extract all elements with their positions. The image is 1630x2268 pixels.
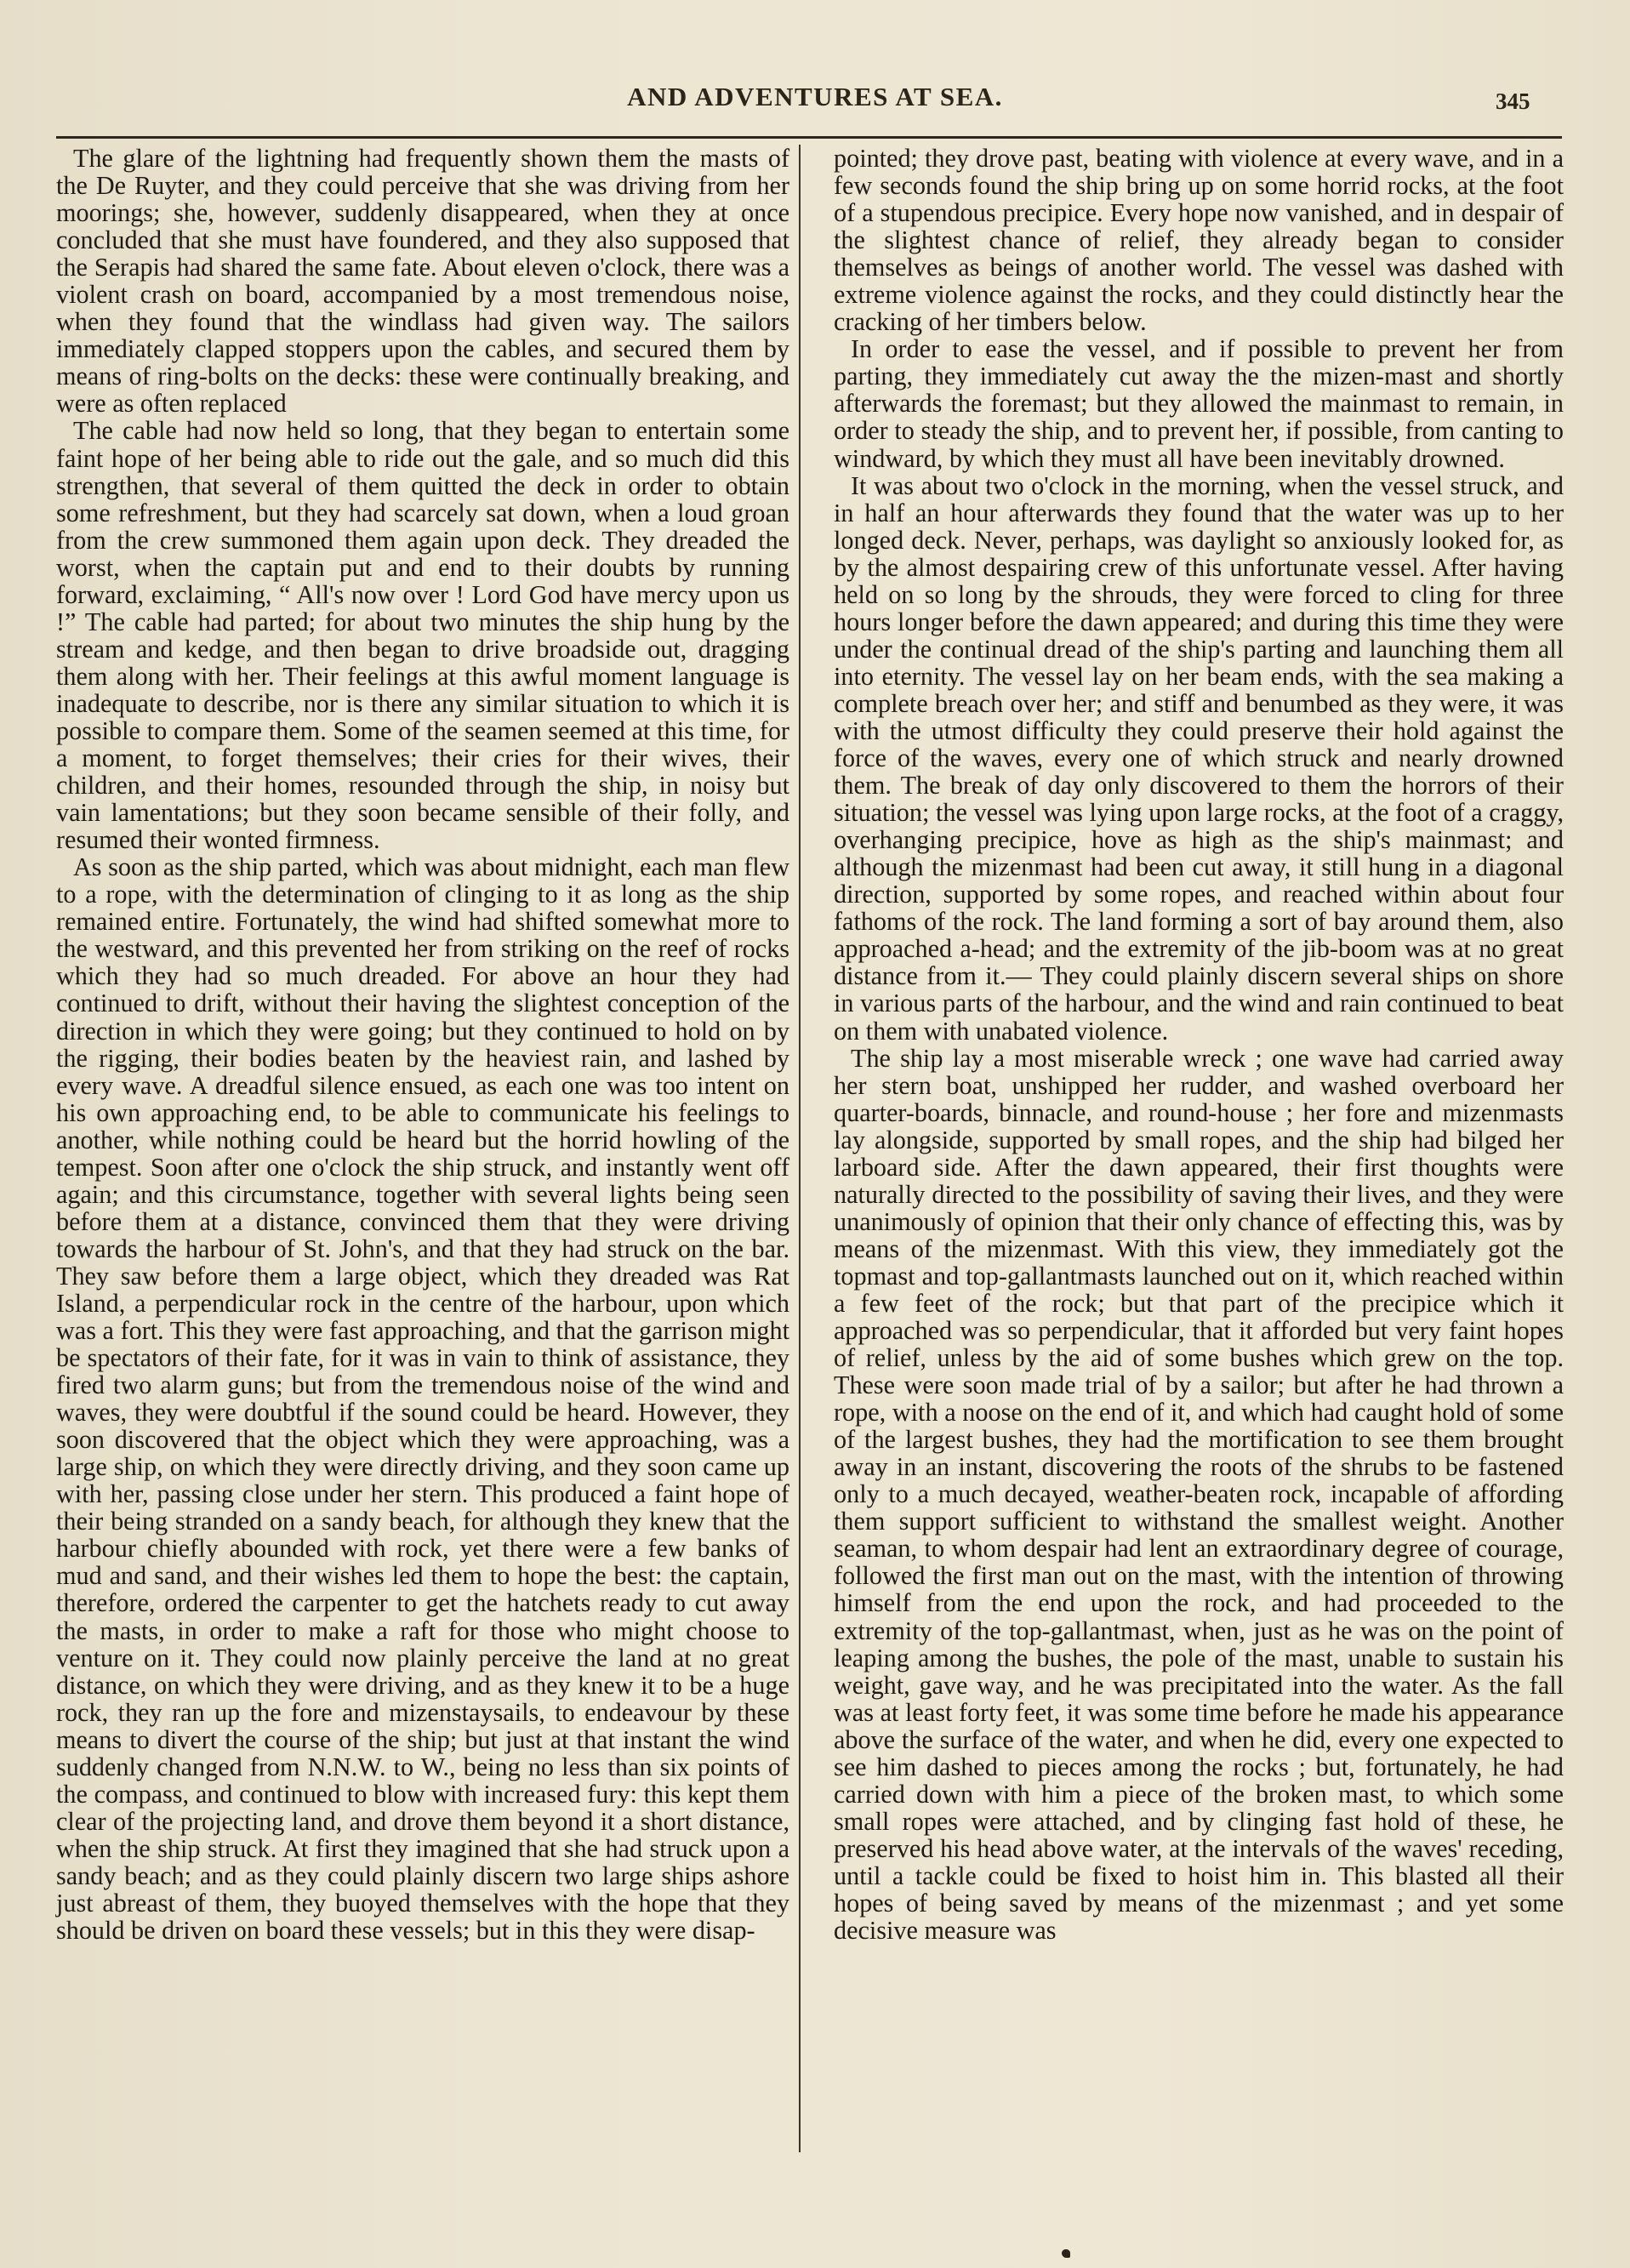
right-column bbox=[834, 145, 1564, 1944]
column-divider bbox=[799, 145, 801, 2152]
running-head bbox=[0, 82, 1630, 119]
running-title: AND ADVENTURES AT SEA. bbox=[627, 82, 1003, 111]
paragraph: The cable had now held so long, that they began to entertain some faint hope of her being able to ride out the gale, and so much did this strengthen, that several of them quitted the deck in order to obtain some refreshment, but they had scarcely sat down, when a loud groan from the crew summoned them again upon deck. They dreaded the worst, when the captain put and end to their doubts by running forward, exclaiming, “ All's now over ! Lord God have mercy upon us !” The cable had parted; for about two minutes the ship hung by the stream and kedge, and then began to drive broadside out, dragging them along with her. Their feelings at this awful moment language is inadequate to describe, nor is there any similar situation to which it is possible to compare them. Some of the seamen seemed at this time, for a moment, to forget themselves; their cries for their wives, their children, and their homes, resounded through the ship, in noisy but vain lamentations; but they soon became sensible of their folly, and resumed their wonted firmness. bbox=[56, 416, 789, 855]
paragraph: The ship lay a most miserable wreck ; one wave had carried away her stern boat, unshipped her rudder, and washed overboard her quarter-boards, binnacle, and round-house ; her fore and mizenmasts lay alongside, supported by small ropes, and the ship had bilged her larboard side. After the dawn appeared, their first thoughts were naturally directed to the possibility of saving their lives, and they were unanimously of opinion that their only chance of effecting this, was by means of the mizenmast. With this view, they immediately got the topmast and top-gallantmasts launched out on it, which reached within a few feet of the rock; but that part of the precipice which it approached was so perpendicular, that it afforded but very faint hopes of relief, unless by the aid of some bushes which grew on the top. These were soon made trial of by a sailor; but after he had thrown a rope, with a noose on the end of it, and which had caught hold of some of the largest bushes, they had the mortification to see them brought away in an instant, discovering the roots of the shrubs to be fastened only to a much decayed, weather-beaten rock, incapable of affording them support sufficient to withstand the smallest weight. Another seaman, to whom despair had lent an extraordinary degree of courage, followed the first man out on the mast, with the intention of throwing himself from the end upon the rock, and had proceeded to the extremity of the top-gallantmast, when, just as he was on the point of leaping among the bushes, the pole of the mast, unable to sustain his weight, gave way, and he was precipitated into the water. As the fall was at least forty feet, it was some time before he made his appearance above the surface of the water, and when he did, every one expected to see him dashed to pieces among the rocks ; but, fortunately, he had carried down with him a piece of the broken mast, to which some small ropes were attached, and by clinging fast hold of these, he preserved his head above water, at the intervals of the waves' receding, until a tackle could be fixed to hoist him in. This blasted all their hopes of being saved by means of the mizenmast ; and yet some decisive measure was bbox=[834, 1043, 1564, 1946]
paragraph: The glare of the lightning had frequently shown them the masts of the De Ruyter, and they could perceive that she was driving from her moorings; she, however, suddenly disappeared, when they at once concluded that she must have foundered, and they also supposed that the Serapis had shared the same fate. About eleven o'clock, there was a violent crash on board, accompanied by a most tremendous noise, when they found that the windlass had given way. The sailors immediately clapped stoppers upon the cables, and secured them by means of ring-bolts on the decks: these were continually breaking, and were as often replaced bbox=[56, 144, 789, 419]
paragraph: In order to ease the vessel, and if possible to prevent her from parting, they immediately cut away the the mizen-mast and shortly afterwards the foremast; but they allowed the mainmast to remain, in order to steady the ship, and to prevent her, if possible, from canting to windward, by which they must all have been inevitably drowned. bbox=[834, 334, 1564, 473]
header-rule bbox=[56, 136, 1562, 139]
paragraph: pointed; they drove past, beating with violence at every wave, and in a few seconds found the ship bring up on some horrid rocks, at the foot of a stupendous precipice. Every hope now vanished, and in despair of the slightest chance of relief, they already began to consider themselves as beings of another world. The vessel was dashed with extreme violence against the rocks, and they could distinctly hear the cracking of her timbers below. bbox=[834, 144, 1564, 337]
paragraph: As soon as the ship parted, which was about midnight, each man flew to a rope, with the determination of clinging to it as long as the ship remained entire. Fortunately, the wind had shifted somewhat more to the westward, and this prevented her from striking on the reef of rocks which they had so much dreaded. For above an hour they had continued to drift, without their having the slightest conception of the direction in which they were going; but they continued to hold on by the rigging, their bodies beaten by the heaviest rain, and lashed by every wave. A dreadful silence ensued, as each one was too intent on his own approaching end, to be able to communicate his feelings to another, while nothing could be heard but the horrid howling of the tempest. Soon after one o'clock the ship struck, and instantly went off again; and this circumstance, together with several lights being seen before them at a distance, convinced them that they were driving towards the harbour of St. John's, and that they had struck on the bar. They saw before them a large object, which they dreaded was Rat Island, a perpendicular rock in the centre of the harbour, upon which was a fort. This they were fast approaching, and that the garrison might be spectators of their fate, for it was in vain to think of assistance, they fired two alarm guns; but from the tremendous noise of the wind and waves, they were doubtful if the sound could be heard. However, they soon discovered that the object which they were approaching, was a large ship, on which they were directly driving, and they soon came up with her, passing close under her stern. This produced a faint hope of their being stranded on a sandy beach, for although they knew that the harbour chiefly abounded with rock, yet there were a few banks of mud and sand, and their wishes led them to hope the best: the captain, therefore, ordered the carpenter to get the hatchets ready to cut away the masts, in order to make a raft for those who might choose to venture on it. They could now plainly perceive the land at no great distance, on which they were driving, and as they knew it to be a huge rock, they ran up the fore and mizenstaysails, to endeavour by these means to divert the course of the ship; but just at that instant the wind suddenly changed from N.N.W. to W., being no less than six points of the compass, and continued to blow with increased fury: this kept them clear of the projecting land, and drove them beyond it a short distance, when the ship struck. At first they imagined that she had struck upon a sandy beach; and as they could plainly discern two large ships ashore just abreast of them, they buoyed themselves with the hope that they should be driven on board these vessels; but in this they were disap- bbox=[56, 852, 789, 1946]
paragraph: It was about two o'clock in the morning, when the vessel struck, and in half an hour afterwards they found that the water was up to her longed deck. Never, perhaps, was daylight so anxiously looked for, as by the almost despairing crew of this unfortunate vessel. After having held on so long by the shrouds, they were forced to cling for three hours longer before the dawn appeared; and during this time they were under the continual dread of the ship's parting and launching them all into eternity. The vessel lay on her beam ends, with the sea making a complete breach over her; and stiff and benumbed as they were, it was with the utmost difficulty they could preserve their hold against the force of the waves, every one of which struck and nearly drowned them. The break of day only discovered to them the horrors of their situation; the vessel was lying upon large rocks, at the foot of a craggy, overhanging precipice, hove as high as the ship's mainmast; and although the mizenmast had been cut away, it still hung in a diagonal direction, supported by some ropes, and reached within about four fathoms of the rock. The land forming a sort of bay around them, also approached a-head; and the extremity of the jib-boom was at no great distance from it.— They could plainly discern several ships on shore in various parts of the harbour, and the wind and rain continued to beat on them with unabated violence. bbox=[834, 470, 1564, 1046]
page-number: 345 bbox=[1496, 88, 1530, 114]
left-column bbox=[56, 145, 789, 1944]
ink-speck bbox=[1062, 2249, 1070, 2258]
